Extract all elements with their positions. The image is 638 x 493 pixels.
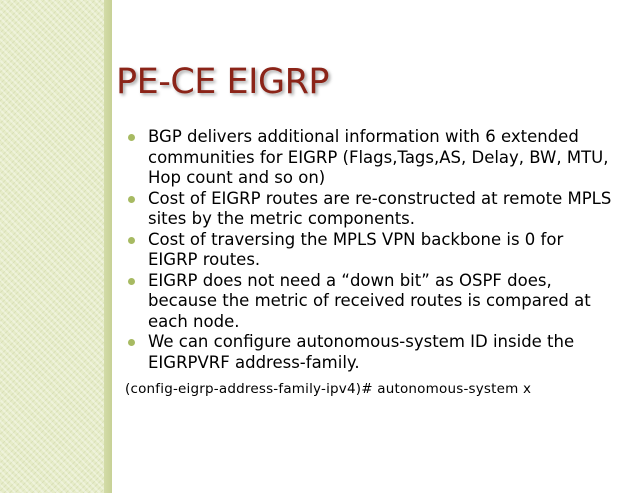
bullet-dot-icon <box>128 278 135 285</box>
bullet-dot-icon <box>128 237 135 244</box>
bullet-dot-icon <box>128 134 135 141</box>
bullet-text: We can configure autonomous-system ID inside the EIGRPVRF address-family. <box>148 332 575 372</box>
band-edge-divider <box>104 0 112 493</box>
bullet-item <box>125 127 615 189</box>
slide-title: PE-CE EIGRP <box>116 62 330 102</box>
bullet-item <box>125 230 615 271</box>
bullet-item <box>125 271 615 333</box>
bullet-text: Cost of EIGRP routes are re-constructed at remote MPLS sites by the metric components. <box>148 188 612 228</box>
bullet-dot-icon <box>128 196 135 203</box>
decorative-texture-band <box>0 0 112 493</box>
bullet-list <box>125 127 615 373</box>
bullet-item <box>125 189 615 230</box>
bullet-text: Cost of traversing the MPLS VPN backbone is 0 for EIGRP routes. <box>148 229 564 269</box>
bullet-text: EIGRP does not need a “down bit” as OSPF does, because the metric of received routes is compared at each node. <box>148 270 591 331</box>
bullet-text: BGP delivers additional information with 6 extended communities for EIGRP (Flags,Tags,AS, Delay, BW, MTU, Hop count and so on) <box>148 127 609 187</box>
bullet-item <box>125 332 615 373</box>
bullet-dot-icon <box>128 339 135 346</box>
command-line: (config-eigrp-address-family-ipv4)# autonomous-system x <box>125 381 532 397</box>
